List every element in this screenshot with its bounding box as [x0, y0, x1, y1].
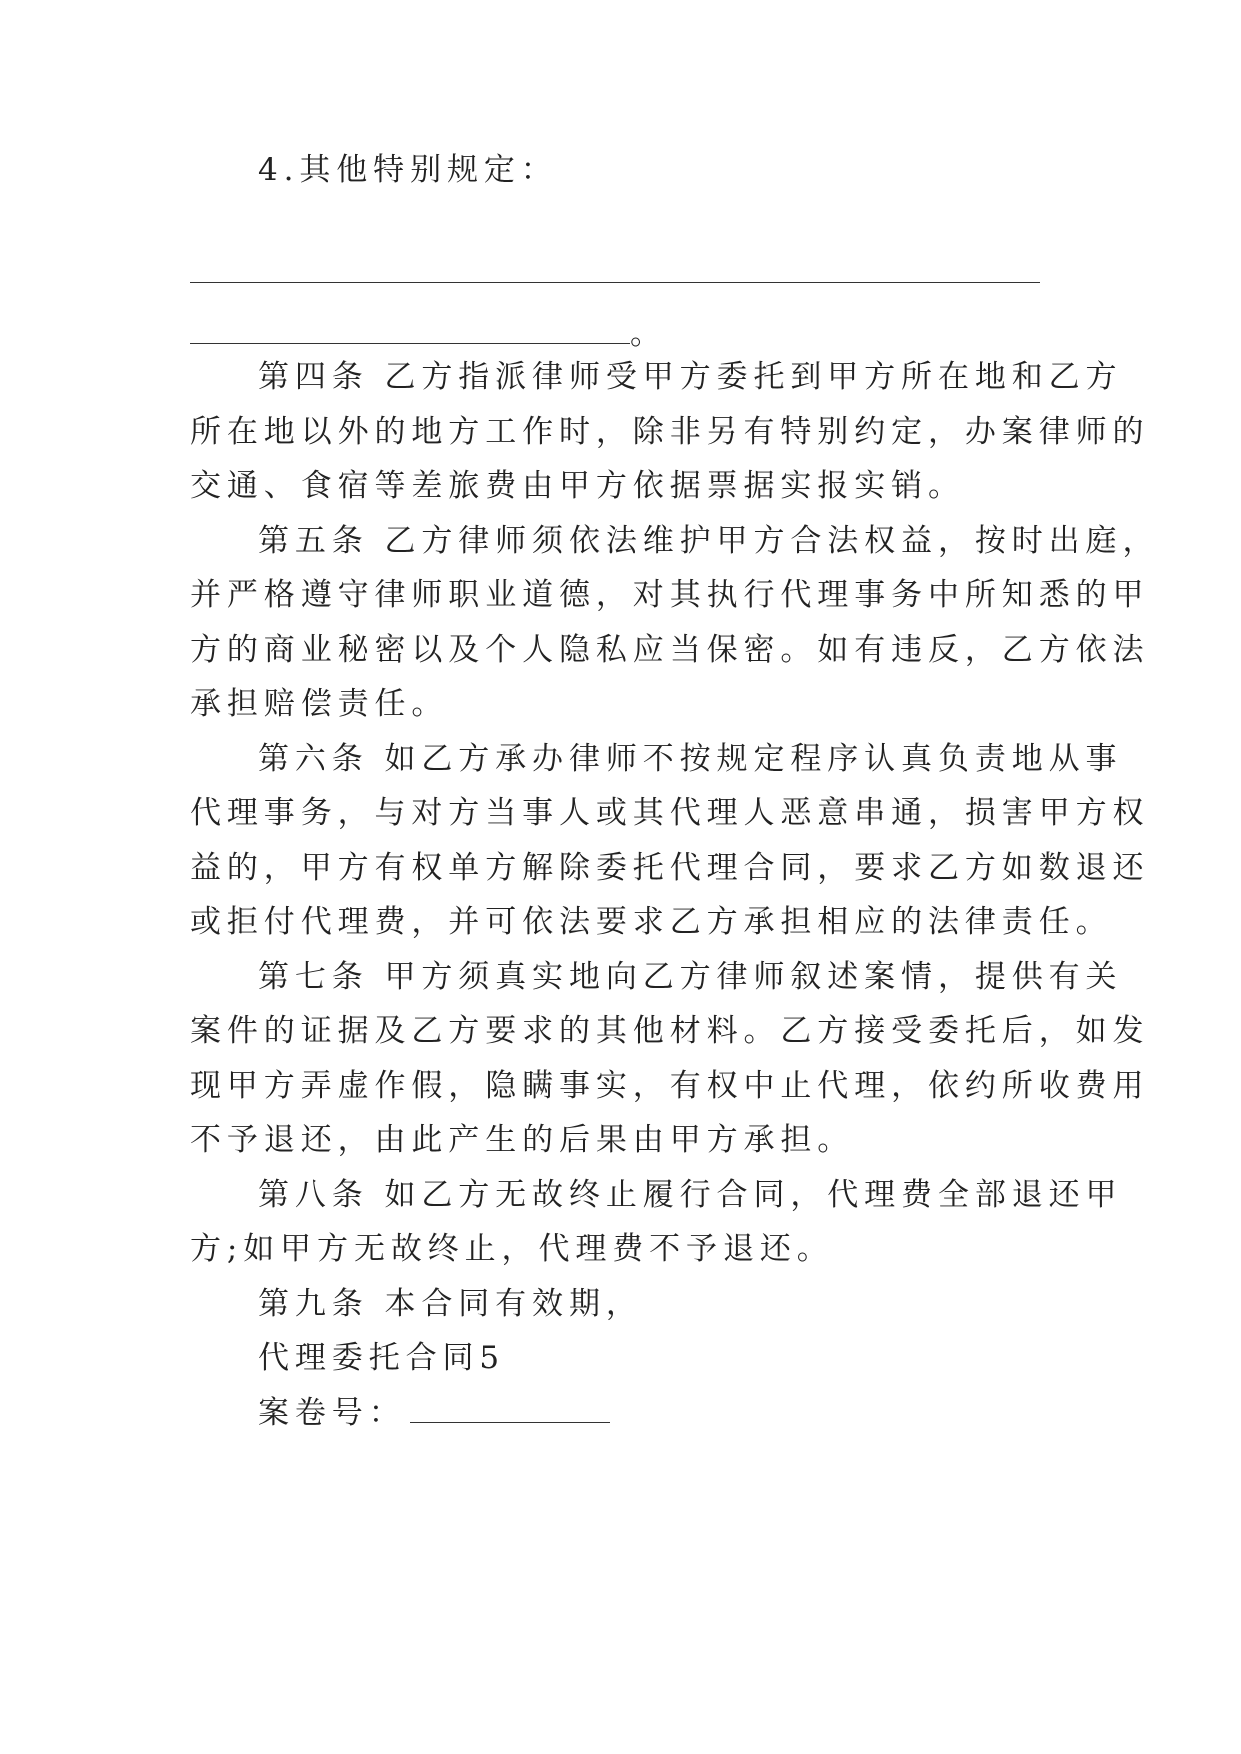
article-6-line-4: 或拒付代理费，并可依法要求乙方承担相应的法律责任。: [190, 904, 1113, 940]
article-7-line-3: 现甲方弄虚作假，隐瞒事实，有权中止代理，依约所收费用: [190, 1068, 1150, 1104]
article-9: 第九条 本合同有效期，: [258, 1286, 643, 1322]
article-4-line-2: 所在地以外的地方工作时，除非另有特别约定，办案律师的: [190, 414, 1150, 450]
article-7-line-1: 第七条 甲方须真实地向乙方律师叙述案情，提供有关: [258, 959, 1123, 995]
fill-in-blank-line: [190, 282, 1040, 283]
case-number-blank: [410, 1422, 610, 1423]
fill-in-blank-line-short: [190, 343, 630, 344]
blank-end-punctuation: 。: [630, 316, 667, 352]
item-4-heading: 4.其他特别规定：: [258, 152, 558, 188]
article-5-line-3: 方的商业秘密以及个人隐私应当保密。如有违反，乙方依法: [190, 632, 1150, 668]
contract-title: 代理委托合同5: [258, 1340, 506, 1376]
article-6-line-3: 益的，甲方有权单方解除委托代理合同，要求乙方如数退还: [190, 850, 1150, 886]
article-6-line-1: 第六条 如乙方承办律师不按规定程序认真负责地从事: [258, 741, 1123, 777]
article-8-line-2: 方;如甲方无故终止，代理费不予退还。: [190, 1231, 834, 1267]
article-5-line-4: 承担赔偿责任。: [190, 686, 449, 722]
case-number-label: 案卷号：: [258, 1395, 406, 1431]
article-4-line-1: 第四条 乙方指派律师受甲方委托到甲方所在地和乙方: [258, 359, 1123, 395]
article-4-line-3: 交通、食宿等差旅费由甲方依据票据实报实销。: [190, 468, 965, 504]
article-7-line-2: 案件的证据及乙方要求的其他材料。乙方接受委托后，如发: [190, 1013, 1150, 1049]
case-number-row: [258, 1393, 610, 1433]
article-6-line-2: 代理事务，与对方当事人或其代理人恶意串通，损害甲方权: [190, 795, 1150, 831]
fill-in-blank-end: [190, 314, 667, 354]
article-5-line-1: 第五条 乙方律师须依法维护甲方合法权益，按时出庭，: [258, 523, 1160, 559]
article-5-line-2: 并严格遵守律师职业道德，对其执行代理事务中所知悉的甲: [190, 577, 1150, 613]
article-7-line-4: 不予退还，由此产生的后果由甲方承担。: [190, 1122, 855, 1158]
article-8-line-1: 第八条 如乙方无故终止履行合同，代理费全部退还甲: [258, 1177, 1123, 1213]
